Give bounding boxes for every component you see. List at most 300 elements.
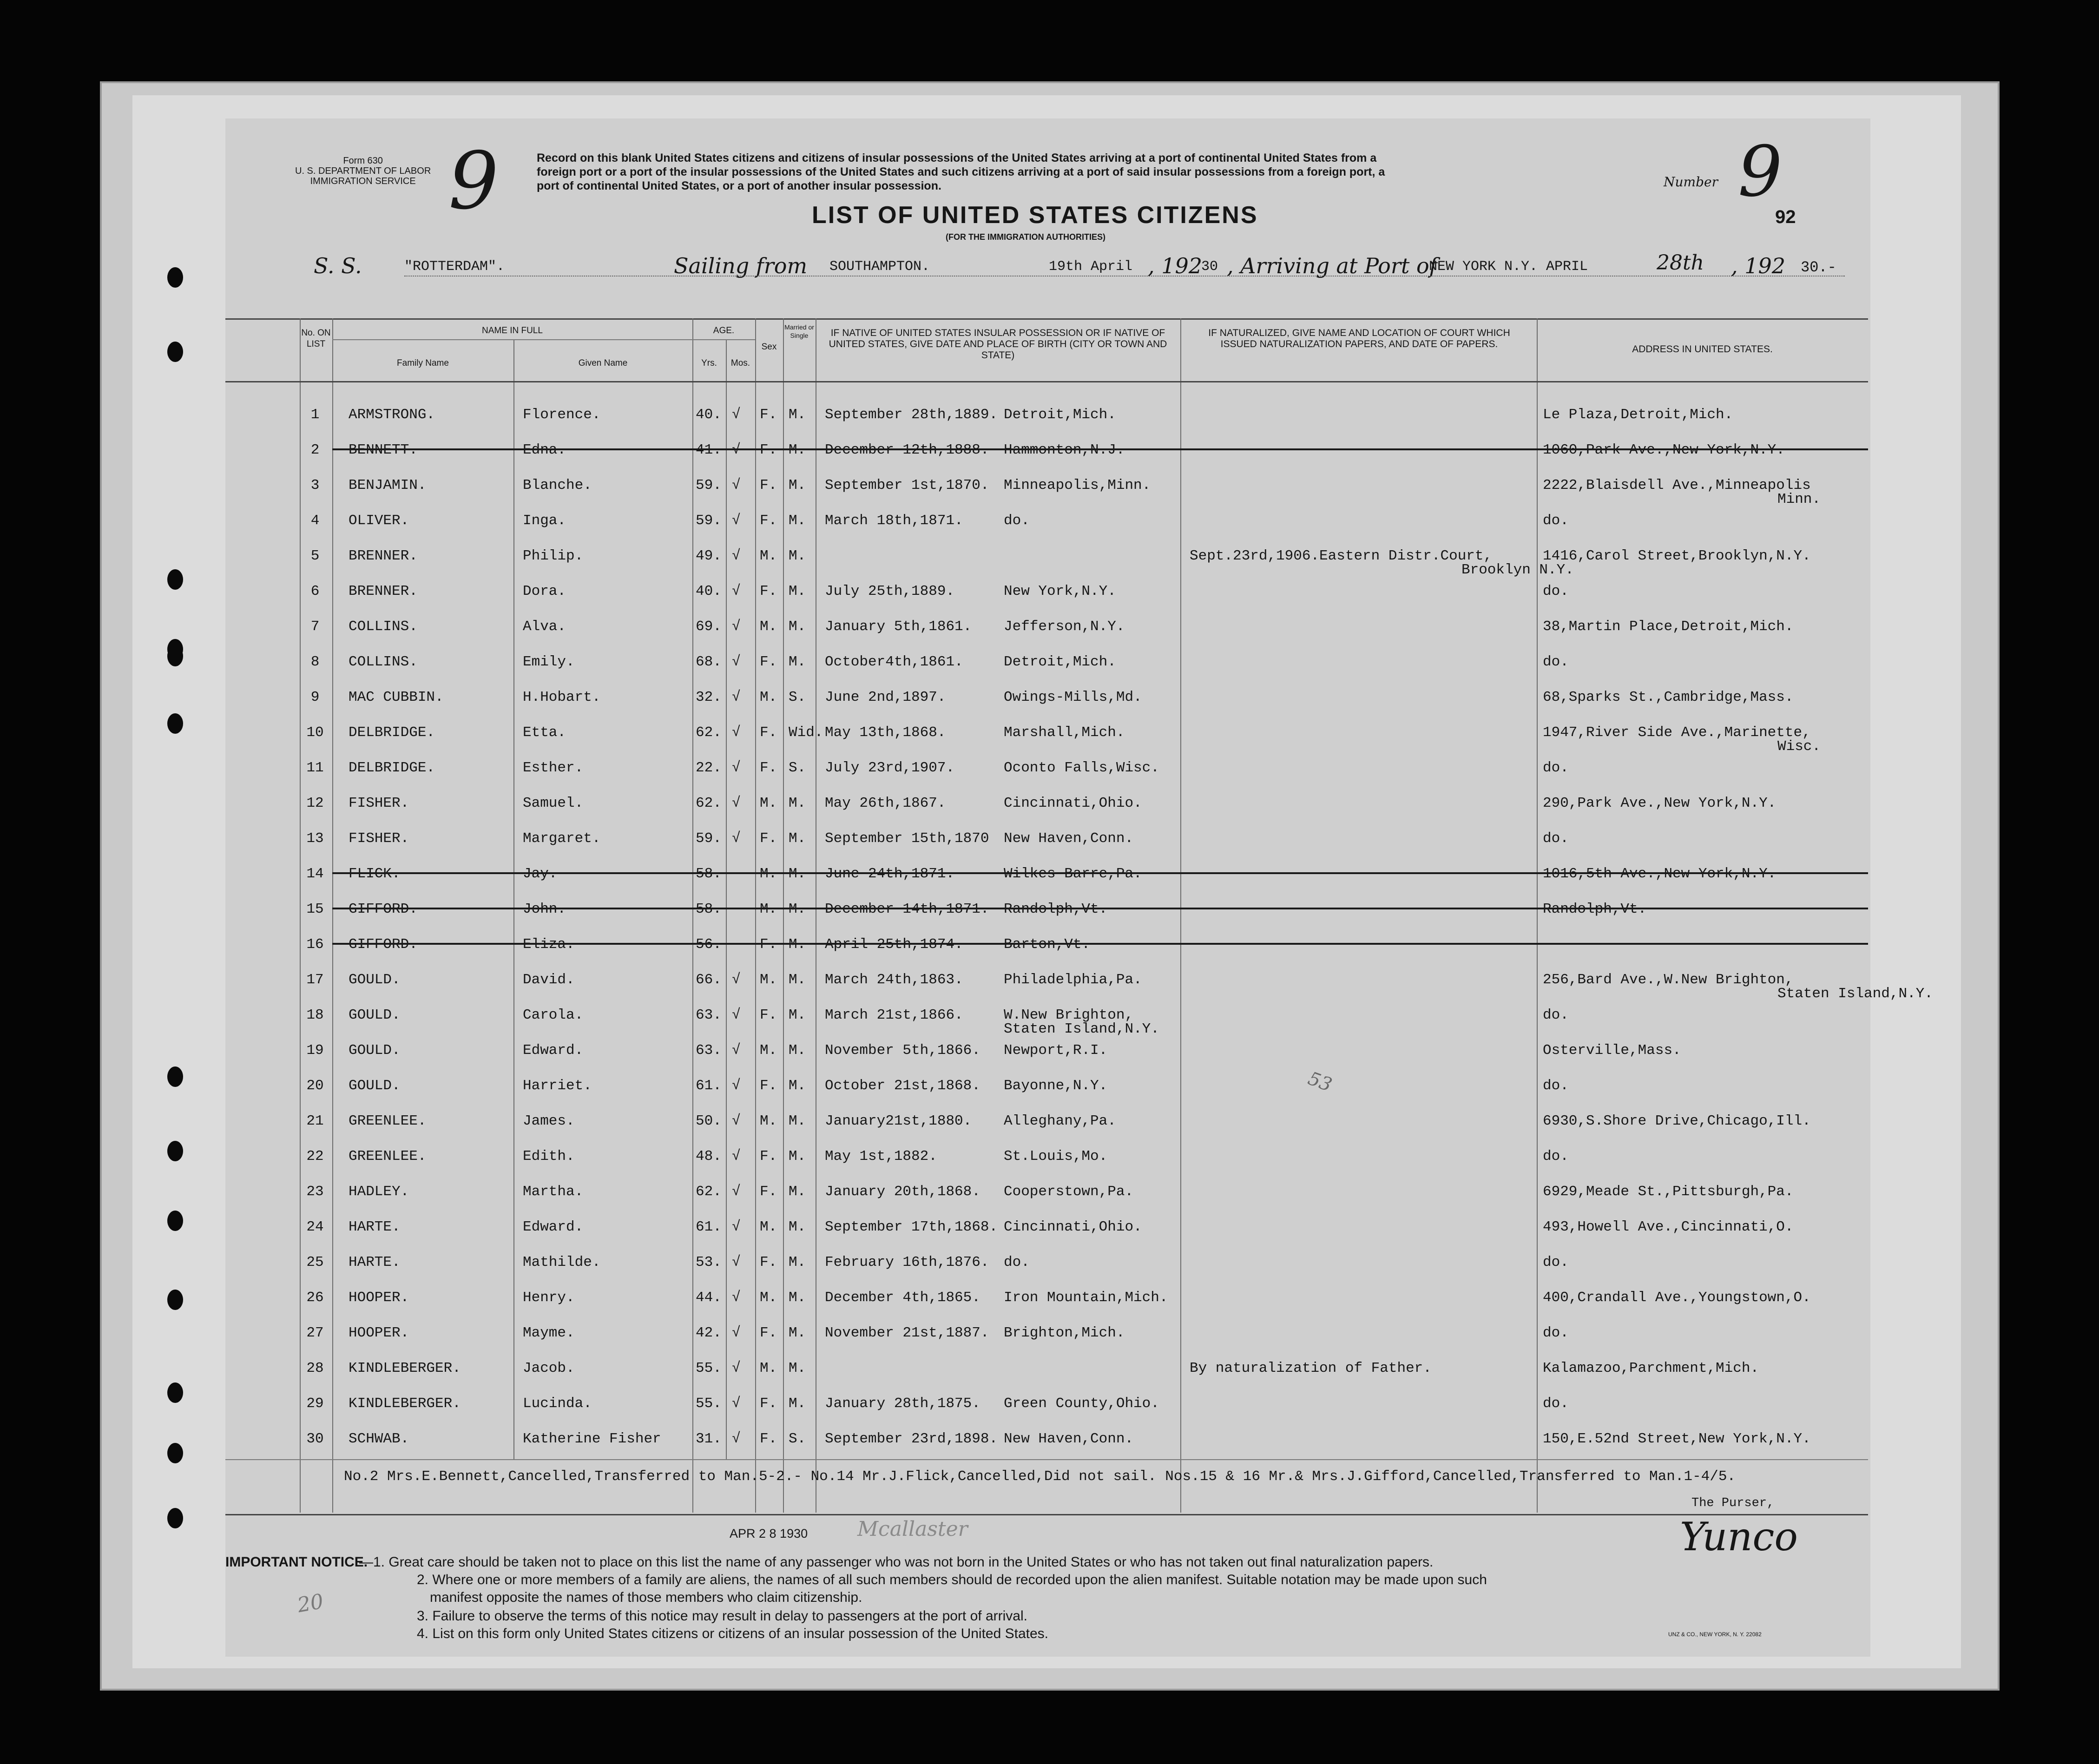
- given-name: Edward.: [523, 1219, 584, 1235]
- arriving-year: 30.-: [1801, 259, 1836, 276]
- address: do.: [1543, 1254, 1569, 1270]
- cancellation-note: No.2 Mrs.E.Bennett,Cancelled,Transferred to Man.5-2.- No.14 Mr.J.Flick,Cancelled,Did not sail. Nos.15 & 16 Mr.& Mrs.J.Gifford,Cancelled,Transferred to Man.1-4/5.: [344, 1468, 1736, 1485]
- age-months-mark: √: [732, 548, 741, 564]
- table-row: [225, 503, 1868, 539]
- age-months-mark: √: [732, 1219, 741, 1235]
- row-number: 9: [310, 689, 320, 705]
- number-value: 9: [1738, 132, 1783, 212]
- table-row: [225, 1386, 1868, 1422]
- row-number: 19: [306, 1042, 324, 1059]
- col-header-mos: Mos.: [730, 358, 750, 368]
- family-name: HARTE.: [349, 1219, 401, 1235]
- family-name: HARTE.: [349, 1254, 401, 1270]
- given-name: H.Hobart.: [523, 689, 601, 705]
- instruction-line: foreign port or a port of the insular possessions of the United States and such citizens arriving at a port of said insular possessions from a foreign port, a: [537, 165, 1385, 178]
- punch-hole: [167, 1382, 183, 1403]
- address: do.: [1543, 513, 1569, 529]
- family-name: FISHER.: [349, 795, 409, 811]
- margin-mark: 20: [295, 1589, 326, 1618]
- department-name: U. S. DEPARTMENT OF LABOR: [295, 166, 431, 176]
- birth-place: Detroit,Mich.: [1004, 654, 1116, 670]
- family-name: DELBRIDGE.: [349, 724, 435, 741]
- row-number: 7: [310, 619, 320, 635]
- address: 150,E.52nd Street,New York,N.Y.: [1543, 1431, 1811, 1447]
- given-name: Mayme.: [523, 1325, 575, 1341]
- birth-place: Cincinnati,Ohio.: [1004, 1219, 1142, 1235]
- sex: M.: [760, 1219, 777, 1235]
- sex: F.: [760, 1078, 777, 1094]
- address-line2: Staten Island,N.Y.: [1777, 986, 1933, 1002]
- row-number: 12: [306, 795, 324, 811]
- age-months-mark: √: [732, 654, 741, 670]
- row-number: 16: [306, 936, 324, 953]
- marital-status: M.: [789, 583, 806, 599]
- notice-item: 2. Where one or more members of a family are aliens, the names of all such members should de recorded upon the alien manifest. Suitable notation may be made upon such: [417, 1572, 1487, 1587]
- marital-status: M.: [789, 654, 806, 670]
- given-name: James.: [523, 1113, 575, 1129]
- address: 6929,Meade St.,Pittsburgh,Pa.: [1543, 1184, 1794, 1200]
- table-row: [225, 786, 1868, 821]
- marital-status: M.: [789, 830, 806, 847]
- age-months-mark: √: [732, 1290, 741, 1306]
- table-row: [225, 715, 1868, 755]
- age-months-mark: √: [732, 1042, 741, 1059]
- table-row: [225, 645, 1868, 680]
- col-header-name: NAME IN FULL: [482, 326, 543, 336]
- birth-date: January 20th,1868.: [825, 1184, 980, 1200]
- table-row: [225, 1174, 1868, 1210]
- table-row: [225, 433, 1868, 468]
- notice-heading: IMPORTANT NOTICE.: [225, 1554, 368, 1570]
- age-months-mark: √: [732, 477, 741, 494]
- marital-status: S.: [789, 689, 806, 705]
- age-years: 66.: [696, 972, 722, 988]
- col-header-naturalized: IF NATURALIZED, GIVE NAME AND LOCATION OF COURT WHICH ISSUED NATURALIZATION PAPERS, AND DATE OF PAPERS.: [1208, 328, 1510, 349]
- age-months-mark: √: [732, 1395, 741, 1412]
- family-name: GOULD.: [349, 1007, 401, 1023]
- birth-place: Green County,Ohio.: [1004, 1395, 1159, 1412]
- given-name: Blanche.: [523, 477, 592, 494]
- marital-status: M.: [789, 619, 806, 635]
- given-name: Martha.: [523, 1184, 584, 1200]
- notice-item: manifest opposite the names of those members who claim citizenship.: [430, 1590, 862, 1605]
- table-row: [225, 1139, 1868, 1174]
- manifest-page: [132, 95, 1961, 1668]
- row-number: 20: [306, 1078, 324, 1094]
- given-name: Katherine Fisher: [523, 1431, 661, 1447]
- address: do.: [1543, 1007, 1569, 1023]
- voyage-underline: [404, 276, 1845, 277]
- marital-status: M.: [789, 1042, 806, 1059]
- age-months-mark: √: [732, 619, 741, 635]
- sex: F.: [760, 407, 777, 423]
- punch-hole: [167, 569, 183, 590]
- marital-status: S.: [789, 1431, 806, 1447]
- birth-date: October4th,1861.: [825, 654, 963, 670]
- table-row: [225, 397, 1868, 433]
- sex: F.: [760, 1254, 777, 1270]
- address: do.: [1543, 1148, 1569, 1165]
- family-name: COLLINS.: [349, 654, 418, 670]
- table-row: [225, 609, 1868, 645]
- marital-status: M.: [789, 477, 806, 494]
- birth-date: January 28th,1875.: [825, 1395, 980, 1412]
- family-name: GOULD.: [349, 1042, 401, 1059]
- arriving-label: , Arriving at Port of: [1227, 253, 1437, 278]
- sailing-year: 30: [1201, 259, 1218, 275]
- birth-place: Detroit,Mich.: [1004, 407, 1116, 423]
- family-name: KINDLEBERGER.: [349, 1395, 461, 1412]
- form-number: Form 630: [343, 156, 383, 166]
- marital-status: M.: [789, 407, 806, 423]
- age-years: 50.: [696, 1113, 722, 1129]
- given-name: Emily.: [523, 654, 575, 670]
- sex: M.: [760, 689, 777, 705]
- sex: F.: [760, 1431, 777, 1447]
- given-name: Alva.: [523, 619, 566, 635]
- family-name: BRENNER.: [349, 583, 418, 599]
- age-months-mark: √: [732, 1360, 741, 1376]
- given-name: Harriet.: [523, 1078, 592, 1094]
- birth-date: September 23rd,1898.: [825, 1431, 998, 1447]
- page-marks: 92: [1775, 207, 1796, 227]
- age-years: 40.: [696, 583, 722, 599]
- age-years: 69.: [696, 619, 722, 635]
- birth-place: Philadelphia,Pa.: [1004, 972, 1142, 988]
- address: 2222,Blaisdell Ave.,Minneapolis: [1543, 477, 1811, 494]
- address: 290,Park Ave.,New York,N.Y.: [1543, 795, 1777, 811]
- punch-hole: [167, 1508, 183, 1528]
- table-row: [225, 574, 1868, 609]
- age-years: 44.: [696, 1290, 722, 1306]
- address: do.: [1543, 830, 1569, 847]
- marital-status: M.: [789, 1184, 806, 1200]
- naturalization-line2: Brooklyn N.Y.: [1461, 562, 1574, 578]
- punch-hole: [167, 1141, 183, 1161]
- birth-place: Oconto Falls,Wisc.: [1004, 760, 1159, 776]
- cancellation-strike: [332, 448, 1868, 450]
- row-number: 28: [306, 1360, 324, 1376]
- family-name: SCHWAB.: [349, 1431, 409, 1447]
- ss-label: S. S.: [314, 253, 362, 278]
- purser-label: The Purser,: [1691, 1496, 1775, 1510]
- birth-date: May 1st,1882.: [825, 1148, 937, 1165]
- address: do.: [1543, 654, 1569, 670]
- birth-date: June 2nd,1897.: [825, 689, 946, 705]
- marital-status: M.: [789, 513, 806, 529]
- sailing-port: SOUTHAMPTON.: [829, 259, 930, 275]
- birth-place: New Haven,Conn.: [1004, 1431, 1134, 1447]
- punch-hole: [167, 646, 183, 666]
- punch-hole: [167, 1211, 183, 1231]
- birth-date: November 5th,1866.: [825, 1042, 980, 1059]
- family-name: MAC CUBBIN.: [349, 689, 444, 705]
- birth-date: September 1st,1870.: [825, 477, 989, 494]
- age-months-mark: √: [732, 830, 741, 847]
- age-months-mark: √: [732, 1184, 741, 1200]
- row-number: 23: [306, 1184, 324, 1200]
- sex: F.: [760, 1007, 777, 1023]
- sex: F.: [760, 654, 777, 670]
- birth-date: May 13th,1868.: [825, 724, 946, 741]
- col-header-given: Given Name: [578, 358, 628, 368]
- address: do.: [1543, 1078, 1569, 1094]
- sex: F.: [760, 477, 777, 494]
- table-row: [225, 1351, 1868, 1386]
- address: Osterville,Mass.: [1543, 1042, 1681, 1059]
- given-name: Samuel.: [523, 795, 584, 811]
- row-number: 5: [310, 548, 320, 564]
- table-row: [225, 1210, 1868, 1245]
- birth-date: July 25th,1889.: [825, 583, 955, 599]
- col-header-address: ADDRESS IN UNITED STATES.: [1632, 344, 1773, 355]
- table-row: [225, 962, 1933, 1002]
- address: 256,Bard Ave.,W.New Brighton,: [1543, 972, 1794, 988]
- sex: M.: [760, 619, 777, 635]
- family-name: ARMSTRONG.: [349, 407, 435, 423]
- sex: M.: [760, 548, 777, 564]
- birth-date: September 17th,1868.: [825, 1219, 998, 1235]
- birth-date: January21st,1880.: [825, 1113, 972, 1129]
- marital-status: M.: [789, 795, 806, 811]
- age-years: 61.: [696, 1219, 722, 1235]
- row-number: 13: [306, 830, 324, 847]
- table-row: [225, 1422, 1868, 1457]
- birth-place: Minneapolis,Minn.: [1004, 477, 1151, 494]
- row-number: 27: [306, 1325, 324, 1341]
- given-name: Etta.: [523, 724, 566, 741]
- sailing-year-label: , 192: [1148, 253, 1203, 278]
- marital-status: M.: [789, 1395, 806, 1412]
- age-years: 62.: [696, 1184, 722, 1200]
- sailing-label: Sailing from: [674, 253, 808, 278]
- age-years: 31.: [696, 1431, 722, 1447]
- marital-status: M.: [789, 1219, 806, 1235]
- row-number: 30: [306, 1431, 324, 1447]
- birth-place: Bayonne,N.Y.: [1004, 1078, 1108, 1094]
- birth-date: November 21st,1887.: [825, 1325, 989, 1341]
- family-name: GREENLEE.: [349, 1148, 427, 1165]
- footer-rule: [225, 1459, 1868, 1460]
- given-name: David.: [523, 972, 575, 988]
- table-row: [225, 1068, 1868, 1104]
- address: 1947,River Side Ave.,Marinette,: [1543, 724, 1811, 741]
- date-stamp: APR 2 8 1930: [730, 1527, 808, 1540]
- age-years: 59.: [696, 477, 722, 494]
- age-years: 59.: [696, 830, 722, 847]
- birth-place: do.: [1004, 513, 1030, 529]
- sex: F.: [760, 1325, 777, 1341]
- sex: F.: [760, 513, 777, 529]
- birth-date: September 15th,1870: [825, 830, 989, 847]
- sex: F.: [760, 830, 777, 847]
- age-years: 42.: [696, 1325, 722, 1341]
- marital-status: M.: [789, 1325, 806, 1341]
- header-bottom-rule: [225, 381, 1868, 382]
- family-name: HOOPER.: [349, 1290, 409, 1306]
- given-name: Florence.: [523, 407, 601, 423]
- birth-date: March 21st,1866.: [825, 1007, 963, 1023]
- age-years: 62.: [696, 724, 722, 741]
- birth-place: Alleghany,Pa.: [1004, 1113, 1116, 1129]
- birth-date: September 28th,1889.: [825, 407, 998, 423]
- sex: M.: [760, 1290, 777, 1306]
- birth-date: February 16th,1876.: [825, 1254, 989, 1270]
- address: Le Plaza,Detroit,Mich.: [1543, 407, 1733, 423]
- table-row: [225, 1280, 1868, 1316]
- age-years: 49.: [696, 548, 722, 564]
- instruction-line: Record on this blank United States citizens and citizens of insular possessions of the United States arriving at a port of continental United States from a: [537, 151, 1377, 165]
- table-row: [225, 468, 1868, 507]
- naturalization: Sept.23rd,1906.Eastern Distr.Court,: [1190, 548, 1493, 564]
- birth-place-line2: Staten Island,N.Y.: [1004, 1021, 1159, 1037]
- age-years: 48.: [696, 1148, 722, 1165]
- row-number: 15: [306, 901, 324, 917]
- marital-status: M.: [789, 1360, 806, 1376]
- birth-place: Newport,R.I.: [1004, 1042, 1108, 1059]
- row-number: 8: [310, 654, 320, 670]
- naturalization: By naturalization of Father.: [1190, 1360, 1432, 1376]
- cancellation-strike: [332, 908, 1868, 909]
- address: do.: [1543, 1325, 1569, 1341]
- sex: M.: [760, 972, 777, 988]
- age-months-mark: √: [732, 1007, 741, 1023]
- given-name: Jacob.: [523, 1360, 575, 1376]
- arriving-day: 28th: [1657, 251, 1704, 275]
- table-row: [225, 680, 1868, 715]
- age-months-mark: √: [732, 689, 741, 705]
- instruction-line: port of continental United States, or a port of another insular possession.: [537, 179, 941, 192]
- marital-status: M.: [789, 1007, 806, 1023]
- table-row: [225, 927, 1868, 962]
- marital-status: M.: [789, 1254, 806, 1270]
- ship-name: "ROTTERDAM".: [404, 259, 505, 275]
- age-months-mark: √: [732, 1148, 741, 1165]
- punch-hole: [167, 713, 183, 734]
- family-name: DELBRIDGE.: [349, 760, 435, 776]
- address: do.: [1543, 583, 1569, 599]
- page-title: LIST OF UNITED STATES CITIZENS: [812, 202, 1258, 229]
- given-name: Esther.: [523, 760, 584, 776]
- sex: M.: [760, 1113, 777, 1129]
- col-header-no: No. ON LIST: [301, 328, 331, 349]
- sex: F.: [760, 583, 777, 599]
- table-row: [225, 1104, 1868, 1139]
- punch-hole: [167, 267, 183, 288]
- family-name: COLLINS.: [349, 619, 418, 635]
- age-years: 55.: [696, 1395, 722, 1412]
- cancellation-strike: [332, 872, 1868, 874]
- birth-place: Cooperstown,Pa.: [1004, 1184, 1134, 1200]
- address: 38,Martin Place,Detroit,Mich.: [1543, 619, 1794, 635]
- given-name: Dora.: [523, 583, 566, 599]
- arriving-year-label: , 192: [1731, 253, 1786, 278]
- birth-place: Iron Mountain,Mich.: [1004, 1290, 1168, 1306]
- service-name: IMMIGRATION SERVICE: [310, 176, 416, 186]
- birth-place: Marshall,Mich.: [1004, 724, 1125, 741]
- family-name: BENJAMIN.: [349, 477, 427, 494]
- punch-hole: [167, 342, 183, 362]
- age-months-mark: √: [732, 972, 741, 988]
- margin-mark: 53: [1305, 1067, 1335, 1096]
- address-line2: Minn.: [1777, 491, 1821, 507]
- sex: M.: [760, 1042, 777, 1059]
- row-number: 25: [306, 1254, 324, 1270]
- punch-hole: [167, 1443, 183, 1463]
- purser-signature: Yunco: [1680, 1514, 1798, 1560]
- address: 493,Howell Ave.,Cincinnati,O.: [1543, 1219, 1794, 1235]
- row-number: 18: [306, 1007, 324, 1023]
- family-name: KINDLEBERGER.: [349, 1360, 461, 1376]
- family-name: GOULD.: [349, 972, 401, 988]
- page-subtitle: (FOR THE IMMIGRATION AUTHORITIES): [946, 232, 1105, 242]
- age-months-mark: √: [732, 795, 741, 811]
- given-name: Lucinda.: [523, 1395, 592, 1412]
- age-years: 55.: [696, 1360, 722, 1376]
- row-number: 10: [306, 724, 324, 741]
- age-years: 59.: [696, 513, 722, 529]
- header-rule: [332, 339, 755, 340]
- birth-place: New York,N.Y.: [1004, 583, 1116, 599]
- notice-item: —1. Great care should be taken not to place on this list the name of any passenger who was not born in the United States or who has not taken out final naturalization papers.: [359, 1554, 1434, 1570]
- birth-place: New Haven,Conn.: [1004, 830, 1134, 847]
- age-years: 62.: [696, 795, 722, 811]
- birth-place: Brighton,Mich.: [1004, 1325, 1125, 1341]
- family-name: GREENLEE.: [349, 1113, 427, 1129]
- notice-item: 4. List on this form only United States citizens or citizens of an insular possession of the United States.: [417, 1626, 1049, 1641]
- table-row: [225, 856, 1868, 892]
- row-number: 21: [306, 1113, 324, 1129]
- handwritten-number: 9: [448, 135, 499, 227]
- birth-place: St.Louis,Mo.: [1004, 1148, 1108, 1165]
- sex: M.: [760, 795, 777, 811]
- citizen-list-form: [225, 118, 1933, 1657]
- row-number: 2: [310, 442, 320, 458]
- age-years: 40.: [696, 407, 722, 423]
- row-number: 29: [306, 1395, 324, 1412]
- birth-place: Jefferson,N.Y.: [1004, 619, 1125, 635]
- given-name: Henry.: [523, 1290, 575, 1306]
- sex: F.: [760, 760, 777, 776]
- birth-date: January 5th,1861.: [825, 619, 972, 635]
- given-name: Inga.: [523, 513, 566, 529]
- age-years: 63.: [696, 1042, 722, 1059]
- table-row: [225, 1245, 1868, 1280]
- birth-date: May 26th,1867.: [825, 795, 946, 811]
- family-name: FISHER.: [349, 830, 409, 847]
- given-name: Philip.: [523, 548, 584, 564]
- age-months-mark: √: [732, 724, 741, 741]
- row-number: 1: [310, 407, 320, 423]
- address: do.: [1543, 760, 1569, 776]
- marital-status: Wid.: [789, 724, 823, 741]
- age-months-mark: √: [732, 583, 741, 599]
- birth-date: July 23rd,1907.: [825, 760, 955, 776]
- row-number: 26: [306, 1290, 324, 1306]
- age-months-mark: √: [732, 1078, 741, 1094]
- marital-status: M.: [789, 1113, 806, 1129]
- table-row: [225, 892, 1868, 927]
- col-header-yrs: Yrs.: [701, 358, 717, 368]
- sailing-date: 19th April: [1049, 259, 1133, 275]
- sex: F.: [760, 1148, 777, 1165]
- given-name: Edward.: [523, 1042, 584, 1059]
- birth-date: March 18th,1871.: [825, 513, 963, 529]
- address: do.: [1543, 1395, 1569, 1412]
- birth-place: Cincinnati,Ohio.: [1004, 795, 1142, 811]
- age-months-mark: √: [732, 407, 741, 423]
- col-header-sex: Sex: [761, 342, 777, 352]
